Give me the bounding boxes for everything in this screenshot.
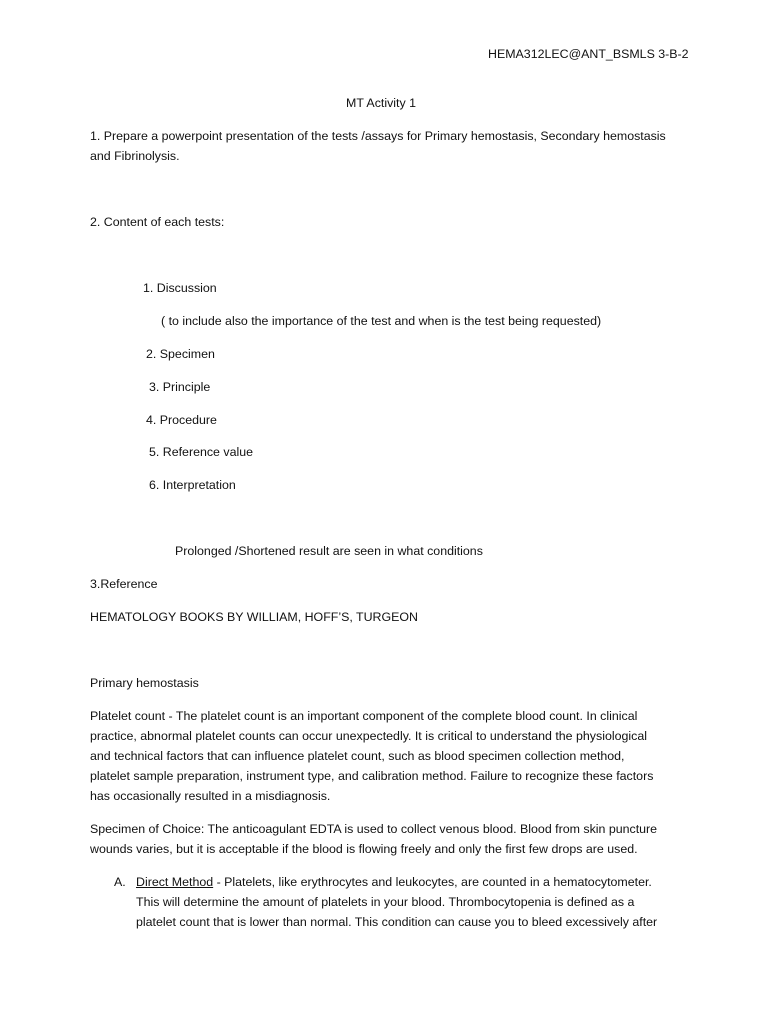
course-code-header: HEMA312LEC@ANT_BSMLS 3-B-2 [488,47,689,61]
subitem-principle: 3. Principle [149,380,211,394]
platelet-count-line-5: has occasionally resulted in a misdiagnosis. [90,789,331,803]
document-title: MT Activity 1 [346,96,416,110]
direct-method-line-3: platelet count that is lower than normal. This condition can cause you to bleed excessively after [136,915,658,929]
direct-method-marker: A. [114,875,126,889]
subitem-specimen: 2. Specimen [146,347,215,361]
direct-method-line-1 [136,874,652,890]
specimen-line-1: Specimen of Choice: The anticoagulant EDTA is used to collect venous blood. Blood from skin puncture [90,822,658,836]
subitem-interpretation: 6. Interpretation [149,478,236,492]
platelet-count-line-4: platelet sample preparation, instrument type, and calibration method. Failure to recognize these factors [90,769,654,783]
platelet-count-line-1: Platelet count - The platelet count is an important component of the complete blood count. In clinical [90,709,638,723]
direct-method-line-2: This will determine the amount of platelets in your blood. Thrombocytopenia is defined as a [136,895,635,909]
subitem-discussion: 1. Discussion [143,281,217,295]
platelet-count-line-2: practice, abnormal platelet counts can occur unexpectedly. It is critical to understand the physiological [90,729,647,743]
subitem-procedure: 4. Procedure [146,413,217,427]
direct-method-line-1-text: - Platelets, like erythrocytes and leukocytes, are counted in a hematocytometer. [213,875,652,889]
reference-books: HEMATOLOGY BOOKS BY WILLIAM, HOFF’S, TURGEON [90,610,418,624]
item-1-line-1: 1. Prepare a powerpoint presentation of the tests /assays for Primary hemostasis, Secondary hemostasis [90,129,666,143]
item-3-heading: 3.Reference [90,577,158,591]
platelet-count-line-3: and technical factors that can influence platelet count, such as blood specimen collection method, [90,749,625,763]
item-1-line-2: and Fibrinolysis. [90,149,180,163]
specimen-line-2: wounds varies, but it is acceptable if the blood is flowing freely and only the first few drops are used. [90,842,638,856]
subitem-reference-value: 5. Reference value [149,445,254,459]
subitem-discussion-note: ( to include also the importance of the test and when is the test being requested) [161,314,602,328]
direct-method-label: Direct Method [136,875,214,889]
primary-hemostasis-heading: Primary hemostasis [90,676,199,690]
item-2-note: Prolonged /Shortened result are seen in what conditions [175,544,483,558]
item-2-heading: 2. Content of each tests: [90,215,225,229]
